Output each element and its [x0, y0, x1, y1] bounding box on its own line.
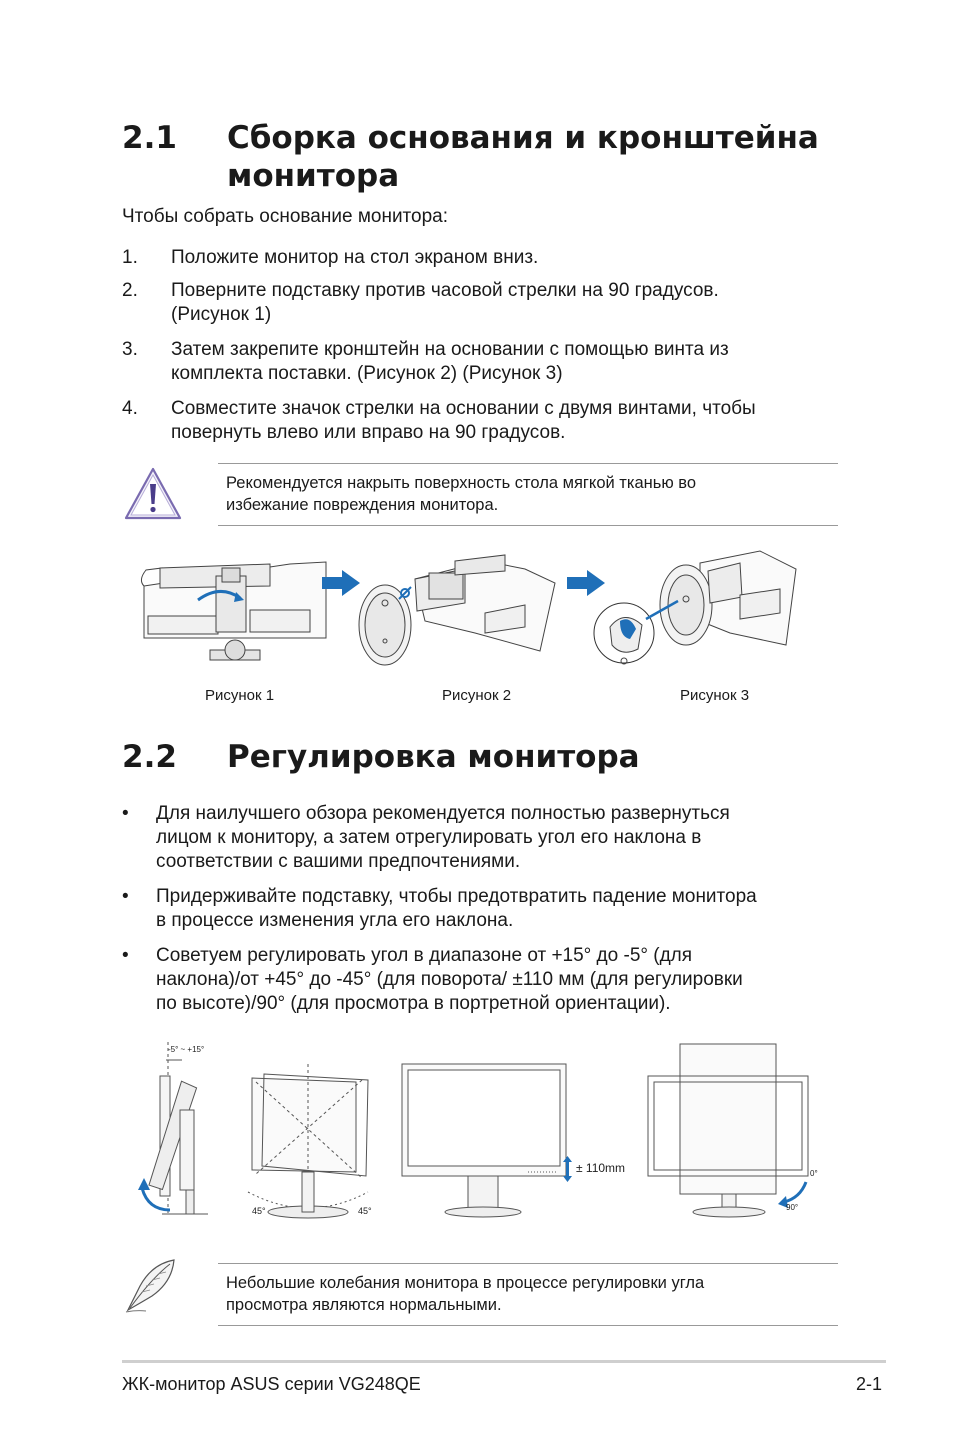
swivel-left-label: 45°: [252, 1206, 266, 1216]
section-number: 2.2: [122, 739, 177, 775]
bullet-symbol: •: [122, 803, 129, 824]
step-text: Поверните подставку против часовой стрелки на 90 градусов.: [171, 280, 719, 301]
section-title: [227, 119, 819, 195]
section-number: 2.1: [122, 120, 177, 156]
step-text: (Рисунок 1): [171, 304, 272, 325]
bullet-1: [122, 802, 730, 874]
warning-triangle-icon: [123, 466, 183, 522]
bullet-text: наклона)/от +45° до -45° (для поворота/ ±110 мм (для регулировки: [156, 969, 743, 990]
bullet-text: лицом к монитору, а затем отрегулировать угол его наклона в: [156, 827, 702, 848]
bullet-2: [122, 885, 757, 933]
figure-caption: Рисунок 2: [442, 687, 512, 704]
bullet-symbol: •: [122, 886, 129, 907]
figure-caption: Рисунок 1: [205, 687, 275, 704]
step-text: Положите монитор на стол экраном вниз.: [171, 247, 539, 268]
intro-text: Чтобы собрать основание монитора:: [122, 206, 449, 227]
height-diagram: [398, 1062, 638, 1222]
divider: [218, 463, 838, 464]
tilt-label: -5° ~ +15°: [168, 1045, 205, 1054]
bullet-3: [122, 944, 743, 1016]
bullet-text: в процессе изменения угла его наклона.: [156, 910, 514, 931]
bullet-symbol: •: [122, 945, 129, 966]
warning-line: Рекомендуется накрыть поверхность стола мягкой тканью во: [226, 474, 697, 492]
note-line: просмотра являются нормальными.: [226, 1296, 502, 1314]
step-number: 2.: [122, 280, 138, 301]
warning-text: [226, 472, 696, 516]
step-text: повернуть влево или вправо на 90 градусов.: [171, 422, 566, 443]
step-number: 3.: [122, 339, 138, 360]
figure-2-illustration: [355, 553, 560, 665]
note-text: [226, 1272, 704, 1316]
divider: [218, 525, 838, 526]
note-line: Небольшие колебания монитора в процессе регулировки угла: [226, 1274, 705, 1292]
bullet-text: по высоте)/90° (для просмотра в портретной ориентации).: [156, 993, 671, 1014]
swivel-right-label: 45°: [358, 1206, 372, 1216]
footer-title: ЖК-монитор ASUS серии VG248QE: [122, 1374, 421, 1394]
bullet-text: Для наилучшего обзора рекомендуется полностью развернуться: [156, 803, 730, 824]
step-text: Совместите значок стрелки на основании с двумя винтами, чтобы: [171, 398, 756, 419]
pivot-0-label: 0°: [810, 1169, 818, 1178]
figure-caption: Рисунок 3: [680, 687, 750, 704]
section-title-line: монитора: [227, 158, 400, 194]
step-3: [122, 338, 729, 386]
footer-rule: [122, 1360, 886, 1363]
step-number: 4.: [122, 398, 138, 419]
step-text: Затем закрепите кронштейн на основании с помощью винта из: [171, 339, 729, 360]
step-number: 1.: [122, 247, 138, 268]
height-label: ± 110mm: [576, 1161, 626, 1175]
quill-pen-icon: [122, 1256, 182, 1316]
tilt-diagram: [136, 1040, 216, 1220]
pivot-90-label: 90°: [786, 1203, 799, 1212]
step-1: [122, 246, 538, 270]
step-2: [122, 279, 719, 327]
swivel-diagram: [246, 1062, 386, 1224]
bullet-text: соответствии с вашими предпочтениями.: [156, 851, 521, 872]
pivot-diagram: [644, 1042, 824, 1220]
step-text: комплекта поставки. (Рисунок 2) (Рисунок 3): [171, 363, 563, 384]
bullet-text: Советуем регулировать угол в диапазоне от +15° до -5° (для: [156, 945, 693, 966]
figure-1-illustration: [140, 556, 330, 664]
step-4: [122, 397, 756, 445]
figure-3-illustration: [590, 549, 810, 674]
divider: [218, 1263, 838, 1264]
page-number: 2-1: [856, 1374, 883, 1394]
bullet-text: Придерживайте подставку, чтобы предотвратить падение монитора: [156, 886, 757, 907]
warning-line: избежание повреждения монитора.: [226, 496, 499, 514]
section-title-line: Сборка основания и кронштейна: [227, 120, 819, 156]
section-title: Регулировка монитора: [227, 739, 640, 775]
divider: [218, 1325, 838, 1326]
